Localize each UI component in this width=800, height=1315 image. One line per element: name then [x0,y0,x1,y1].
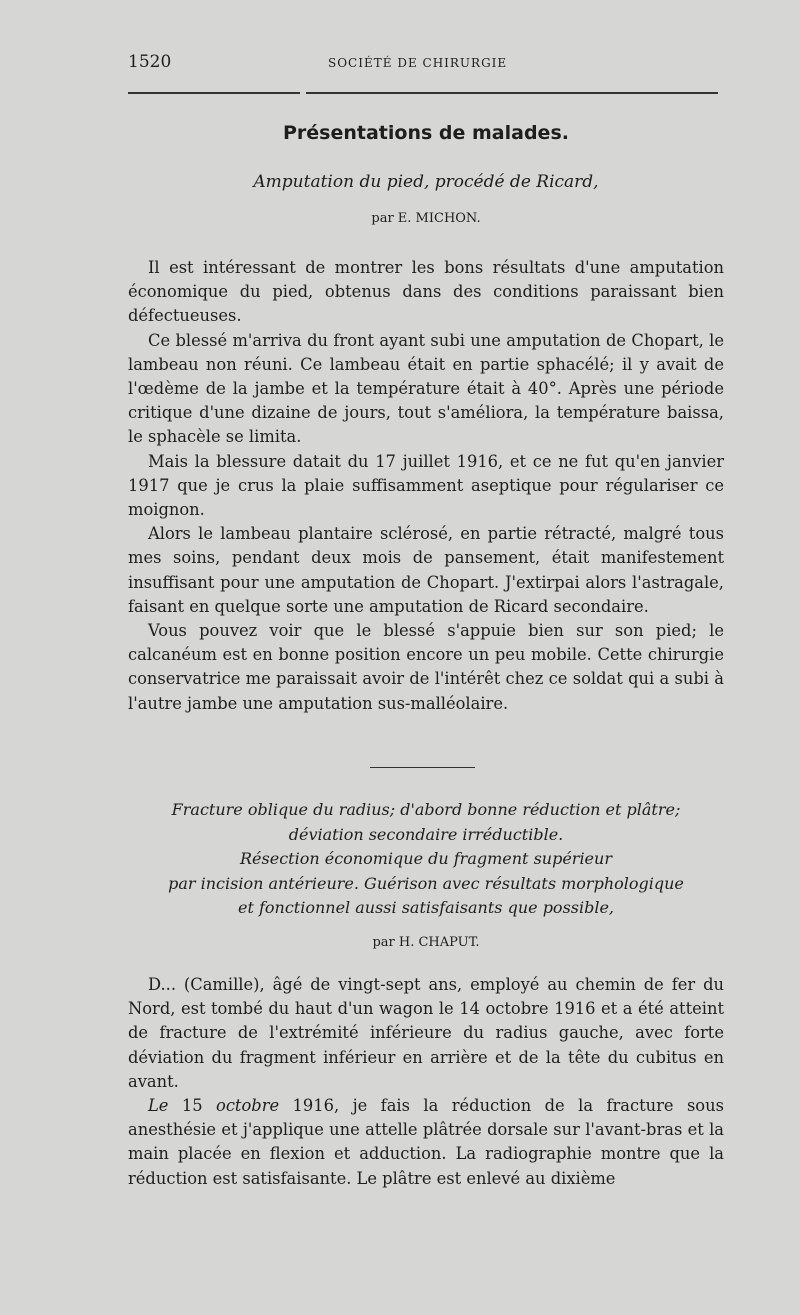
article2-title-line: déviation secondaire irréductible. [288,824,564,844]
date-month: octobre [216,1096,280,1116]
date-lead: Le [148,1096,169,1116]
page-number: 1520 [128,52,172,72]
article1-paragraph: Il est intéressant de montrer les bons résultats d'une amputation économique du pied, obtenus dans des conditions paraissant bien défectueuses. [128,258,724,326]
article1-title: Amputation du pied, procédé de Ricard, [253,172,599,192]
article2-title [128,798,724,921]
header-rule-left [128,92,300,94]
article2-title-line: Fracture oblique du radius; d'abord bonne réduction et plâtre; [171,800,681,819]
article2-title-line: et fonctionnel aussi satisfaisants que possible, [237,898,615,917]
section-title: Présentations de malades. [283,122,569,144]
article1-author: par E. MICHON. [371,211,481,226]
article1-paragraph: Mais la blessure datait du 17 juillet 1916, et ce ne fut qu'en janvier 1917 que je crus la plaie suffisamment aseptique pour régulariser ce moignon. [128,451,724,520]
header-rule-right [306,92,718,94]
page-header [128,52,724,82]
article2-title-line: Résection économique du fragment supérieur [240,849,612,868]
article2-paragraph: D... (Camille), âgé de vingt-sept ans, employé au chemin de fer du Nord, est tombé du haut d'un wagon le 14 octobre 1916 et a été atteint de fracture de l'extrémité inférieure du radius gauche, avec forte déviation du fragment inférieur en arrière et de la tête du cubitus en avant. [128,975,724,1091]
article1-body [128,256,724,716]
running-title: SOCIÉTÉ DE CHIRURGIE [328,56,508,70]
article1-paragraph: Ce blessé m'arriva du front ayant subi une amputation de Chopart, le lambeau non réuni. Ce lambeau était en partie sphacélé; il y avait de l'œdème de la jambe et la température était à 40°. Après une période critique d'une dizaine de jours, tout s'améliora, la température baissa, le sphacèle se limita. [128,330,724,447]
article2-paragraph [128,1094,724,1191]
date-day: 15 [181,1096,203,1116]
article2-title-line: par incision antérieure. Guérison avec résultats morphologique [168,873,684,893]
article1-paragraph: Alors le lambeau plantaire sclérosé, en partie rétracté, malgré tous mes soins, pendant deux mois de pansement, était manifestement insuffisant pour une amputation de Chopart. J'extirpai alors l'astragale, faisant en quelque sorte une amputation de Ricard secondaire. [128,524,724,616]
article1-paragraph: Vous pouvez voir que le blessé s'appuie bien sur son pied; le calcanéum est en bonne position encore un peu mobile. Cette chirurgie conservatrice me paraissait avoir de l'intérêt chez ce soldat qui a subi à l'autre jambe une amputation sus-malléolaire. [128,621,724,713]
paragraph-text: 1916, je fais la réduction de la fracture sous anesthésie et j'applique une attelle plâtrée dorsale sur l'avant-bras et la main placée en flexion et adduction. La radiographie montre que la réduction est satisfaisante. Le plâtre est enlevé au dixième [128,1096,724,1188]
article-separator [370,767,475,768]
article2-author: par H. CHAPUT. [372,935,480,950]
article2-body [128,973,724,1191]
